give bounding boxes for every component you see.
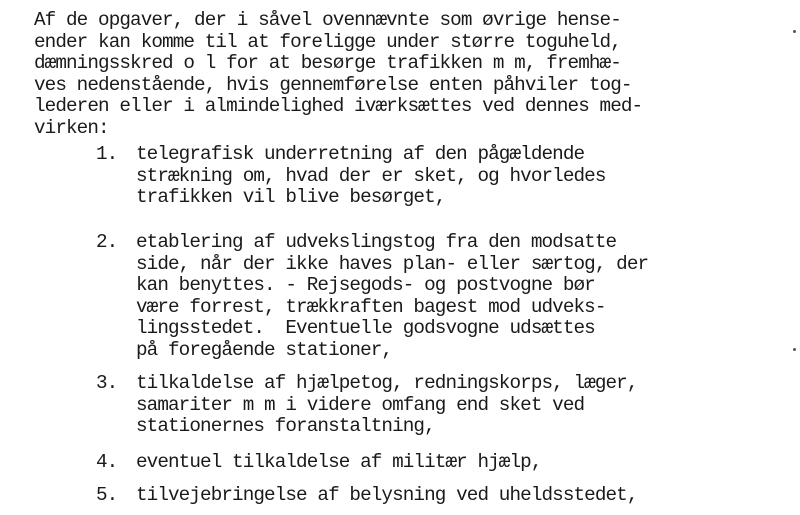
- list-item-line: lingsstedet. Eventuelle godsvogne udsættes: [136, 317, 595, 339]
- list-item-text: [136, 485, 638, 507]
- list-item-text: [136, 373, 638, 438]
- intro-line: dæmningsskred o l for at besørge trafikken m m, fremhæ-: [34, 52, 621, 74]
- list-item-number: 5.: [96, 484, 118, 506]
- list-item-text: [136, 144, 606, 209]
- list-item-line: tilkaldelse af hjælpetog, redningskorps, læger,: [136, 372, 638, 394]
- list-item-line: trafikken vil blive besørget,: [136, 186, 446, 208]
- list-item-line: tilvejebringelse af belysning ved uheldsstedet,: [136, 484, 638, 506]
- intro-line: lederen eller i almindelighed iværksættes ved dennes med-: [34, 95, 643, 117]
- list-item-line: stationernes foranstaltning,: [136, 415, 435, 437]
- list-item-line: samariter m m i videre omfang end sket ved: [136, 393, 585, 416]
- list-item-line: telegrafisk underretning af den pågældende: [136, 143, 585, 165]
- list-item-number: 4.: [96, 451, 118, 473]
- intro-line: Af de opgaver, der i såvel ovennævnte som øvrige hense-: [34, 9, 621, 31]
- list-item-line: på foregående stationer,: [136, 338, 393, 361]
- margin-speck: [793, 30, 796, 33]
- margin-speck: [793, 348, 796, 351]
- list-item-number: 1.: [96, 143, 118, 165]
- list-item-line: være forrest, trækkraften bagest mod udveks-: [136, 295, 606, 318]
- list-item-text: [136, 232, 648, 361]
- list-item-text: [136, 452, 541, 474]
- list-item-line: etablering af udvekslingstog fra den modsatte: [136, 231, 617, 253]
- list-item-line: strækning om, hvad der er sket, og hvorledes: [136, 164, 606, 187]
- intro-line: ender kan komme til at foreligge under større toguheld,: [34, 30, 621, 53]
- intro-paragraph: [34, 10, 794, 139]
- list-item-line: kan benyttes. - Rejsegods- og postvogne bør: [136, 274, 595, 296]
- list-item-number: 2.: [96, 231, 118, 253]
- list-item-line: eventuel tilkaldelse af militær hjælp,: [136, 451, 542, 473]
- intro-line: virken:: [34, 116, 109, 139]
- list-item-line: side, når der ikke haves plan- eller særtog, der: [136, 252, 649, 275]
- intro-line: ves nedenstående, hvis gennemførelse enten påhviler tog-: [34, 73, 632, 96]
- list-item-number: 3.: [96, 372, 118, 394]
